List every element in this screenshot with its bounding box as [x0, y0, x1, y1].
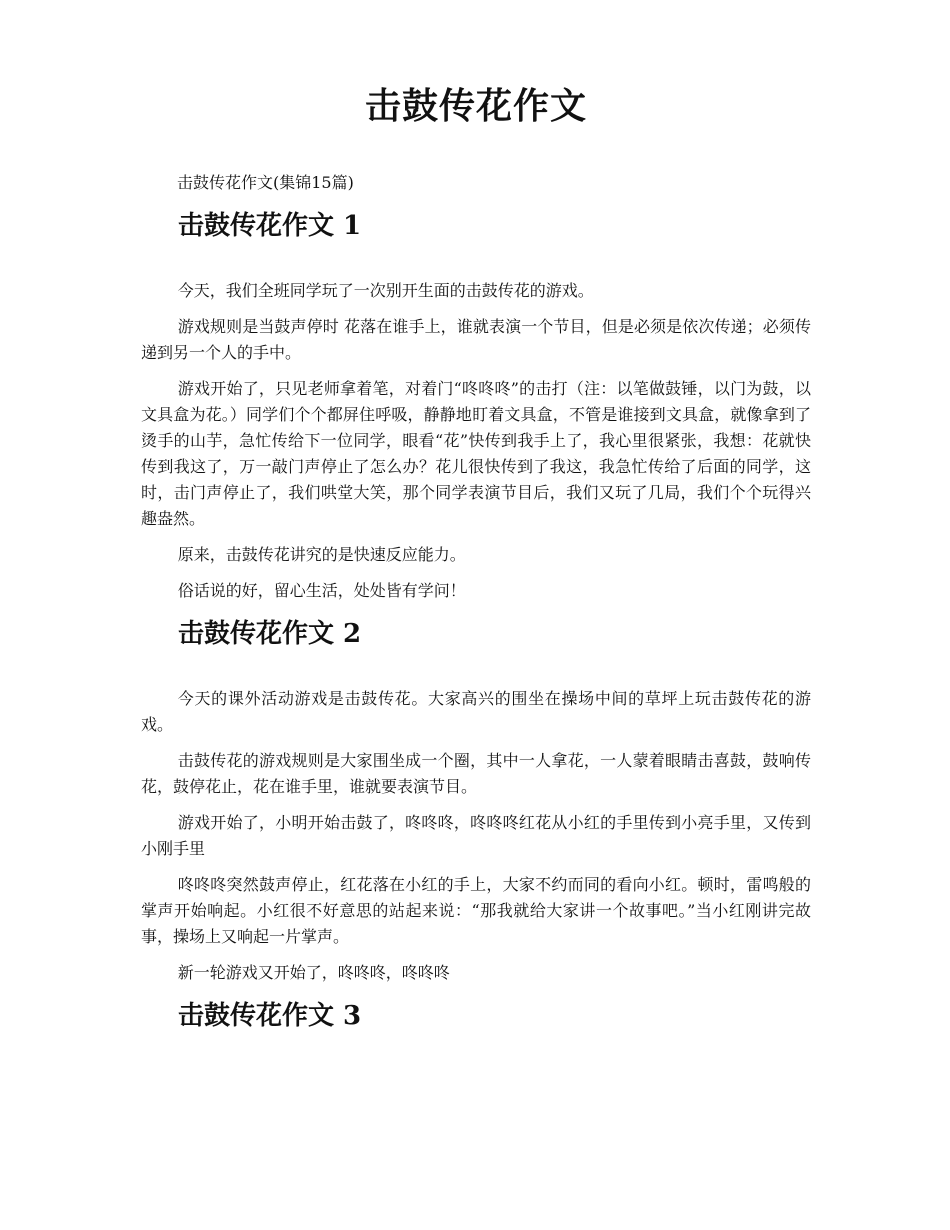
essay-section-3 — [141, 996, 811, 1036]
paragraph: 游戏规则是当鼓声停时 花落在谁手上，谁就表演一个节目，但是必须是依次传递；必须传递到另一个人的手中。 — [141, 317, 811, 362]
paragraph: 俗话说的好，留心生活，处处皆有学问！ — [177, 581, 466, 600]
section-heading: 击鼓传花作文 2 — [178, 619, 362, 649]
paragraph: 今天的课外活动游戏是击鼓传花。大家高兴的围坐在操场中间的草坪上玩击鼓传花的游戏。 — [141, 689, 811, 734]
essay-section-2 — [141, 614, 811, 986]
paragraph: 游戏开始了，只见老师拿着笔，对着门“咚咚咚”的击打（注：以笔做鼓锤，以门为鼓，以文具盒为花。）同学们个个都屏住呼吸，静静地盯着文具盒，不管是谁接到文具盒，就像拿到了烫手的山芋，急忙传给下一位同学，眼看“花”快传到我手上了，我心里很紧张，我想：花就快传到我这了，万一敲门声停止了怎么办？花儿很快传到了我这，我急忙传给了后面的同学，这时，击门声停止了，我们哄堂大笑，那个同学表演节目后，我们又玩了几局，我们个个玩得兴趣盎然。 — [141, 379, 811, 528]
section-heading: 击鼓传花作文 3 — [178, 1001, 362, 1031]
essay-section-1 — [141, 206, 811, 604]
document-title: 击鼓传花作文 — [364, 85, 587, 127]
paragraph: 今天，我们全班同学玩了一次别开生面的击鼓传花的游戏。 — [177, 281, 594, 300]
paragraph: 击鼓传花的游戏规则是大家围坐成一个圈，其中一人拿花，一人蒙着眼睛击喜鼓，鼓响传花，鼓停花止，花在谁手里，谁就要表演节目。 — [141, 751, 811, 796]
paragraph: 原来，击鼓传花讲究的是快速反应能力。 — [177, 545, 466, 564]
document-page — [141, 0, 811, 1036]
document-subtitle: 击鼓传花作文(集锦15篇) — [177, 173, 354, 192]
section-heading: 击鼓传花作文 1 — [178, 211, 362, 241]
paragraph: 新一轮游戏又开始了，咚咚咚，咚咚咚 — [177, 963, 450, 982]
paragraph: 咚咚咚突然鼓声停止，红花落在小红的手上，大家不约而同的看向小红。顿时，雷鸣般的掌声开始响起。小红很不好意思的站起来说：“那我就给大家讲一个故事吧。”当小红刚讲完故事，操场上又响起一片掌声。 — [141, 875, 811, 946]
paragraph: 游戏开始了，小明开始击鼓了，咚咚咚，咚咚咚红花从小红的手里传到小亮手里，又传到小刚手里 — [141, 813, 811, 858]
